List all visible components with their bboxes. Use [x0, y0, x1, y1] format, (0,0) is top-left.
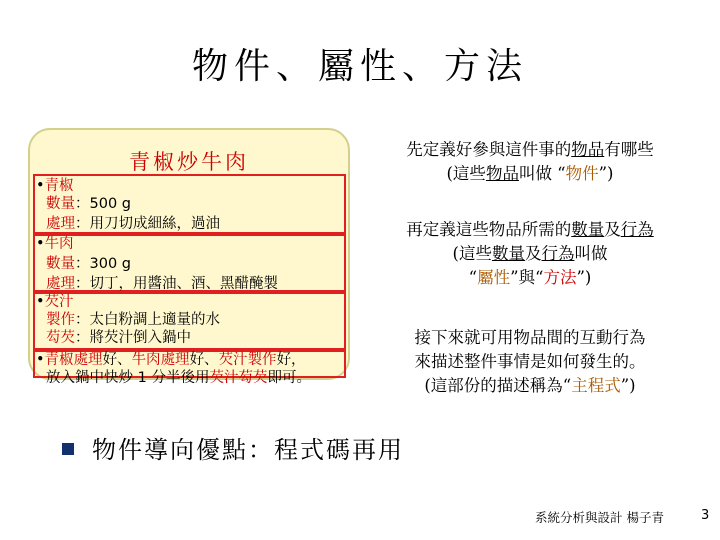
recipe-line-part: 牛肉	[131, 352, 161, 368]
recipe-line-part: 芡汁	[218, 352, 248, 368]
main-line-3: (這部份的描述稱為“主程式”)	[424, 376, 636, 395]
main-line-2: 來描述整件事情是如何發生的。	[414, 352, 646, 371]
recipe-card	[28, 128, 350, 386]
recipe-line-part: ：	[75, 196, 90, 212]
page-number: 3	[701, 508, 710, 523]
recipe-line-part: 數量	[46, 256, 75, 272]
recipe-line-part: 好、	[189, 352, 219, 368]
recipe-line-part: 製作	[247, 352, 277, 368]
recipe-line-part: 處理	[46, 276, 75, 292]
recipe-line	[46, 275, 278, 293]
recipe-line-part: ：將芡汁倒入鍋中	[75, 330, 191, 346]
recipe-line-part: 好，	[276, 352, 306, 368]
right-block-main	[365, 326, 695, 398]
recipe-line-part: 放入鍋中快炒 1 分半後用	[46, 370, 210, 386]
slide-title: 物件、屬性、方法	[191, 46, 528, 87]
square-bullet-icon	[62, 443, 74, 455]
recipe-line-part: ：太白粉調上適量的水	[75, 312, 220, 328]
recipe-line-part: •	[36, 294, 45, 310]
recipe-line-part: ：	[75, 256, 90, 272]
recipe-line-part: 芶芡	[238, 370, 268, 386]
recipe-line-part: •	[36, 352, 45, 368]
advantage-text: 物件導向優點：程式碼再用	[92, 436, 404, 464]
objects-line-1: 先定義好參與這件事的物品有哪些	[406, 140, 654, 159]
recipe-line-part: 芡汁	[209, 370, 239, 386]
recipe-line	[36, 235, 74, 253]
recipe-line-part: 青椒	[44, 178, 74, 194]
recipe-line	[46, 255, 131, 273]
recipe-line	[46, 369, 311, 387]
recipe-line-part: 300 g	[89, 256, 131, 272]
footer-text: 系統分析與設計 楊子青	[535, 510, 664, 525]
recipe-line	[46, 215, 220, 233]
recipe-line-part: 好、	[102, 352, 132, 368]
recipe-line-part: 製作	[46, 312, 75, 328]
recipe-line-part: 500 g	[89, 196, 131, 212]
recipe-line-part: 即可。	[267, 370, 311, 386]
recipe-line-part: 處理	[160, 352, 190, 368]
recipe-line-part: •	[36, 236, 45, 252]
recipe-line	[46, 311, 220, 329]
recipe-line-part: ：用刀切成細絲，過油	[75, 216, 220, 232]
main-line-1: 接下來就可用物品間的互動行為	[414, 328, 646, 347]
recipe-line-part: 芡汁	[44, 294, 74, 310]
recipe-line	[36, 177, 74, 195]
right-block-attributes	[365, 218, 695, 290]
recipe-line-part: 處理	[46, 216, 75, 232]
recipe-line-part: 牛肉	[44, 236, 74, 252]
attributes-line-2: (這些數量及行為叫做	[452, 244, 608, 263]
recipe-line-part: 數量	[46, 196, 75, 212]
recipe-line-part: 芶芡	[46, 330, 75, 346]
objects-line-2: (這些物品叫做 “物件”)	[446, 164, 614, 183]
recipe-line	[36, 351, 306, 369]
recipe-line	[46, 329, 191, 347]
right-block-objects	[365, 138, 695, 186]
recipe-line-part: ：切丁，用醬油、酒、黑醋醃製	[75, 276, 278, 292]
recipe-line	[36, 293, 74, 311]
recipe-title: 青椒炒牛肉	[129, 150, 249, 174]
recipe-line	[46, 195, 131, 213]
attributes-line-3: “屬性”與“方法”)	[468, 268, 592, 287]
recipe-line-part: 青椒	[44, 352, 74, 368]
recipe-line-part: •	[36, 178, 45, 194]
recipe-line-part: 處理	[73, 352, 103, 368]
advantage-bullet	[62, 430, 404, 465]
attributes-line-1: 再定義這些物品所需的數量及行為	[406, 220, 654, 239]
